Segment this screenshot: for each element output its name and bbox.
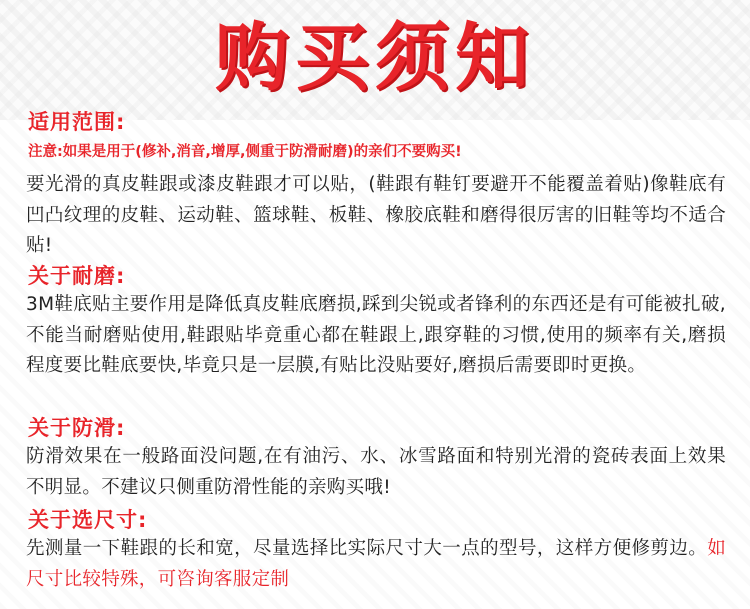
page-title: 购买须知 <box>215 15 535 101</box>
wear-body: 3M鞋底贴主要作用是降低真皮鞋底磨损,踩到尖锐或者锋利的东西还是有可能被扎破,不能当耐磨贴使用,鞋跟贴毕竟重心都在鞋跟上,跟穿鞋的习惯,使用的频率有关,磨损程度要比鞋底要快,毕竟只是一层膜,有贴比没贴要好,磨损后需要即时更换。 <box>26 294 726 376</box>
size-custom-highlight: 如尺寸比较特殊，可咨询客服定制 <box>26 538 726 590</box>
size-body <box>26 534 726 595</box>
antislip-heading: 关于防滑: <box>28 416 126 440</box>
scope-heading: 适用范围: <box>28 110 126 134</box>
size-heading: 关于选尺寸: <box>28 508 148 532</box>
size-body-text: 先测量一下鞋跟的长和宽，尽量选择比实际尺寸大一点的型号，这样方便修剪边。 <box>26 538 708 559</box>
wear-heading: 关于耐磨: <box>28 264 126 288</box>
antislip-body: 防滑效果在一般路面没问题,在有油污、水、冰雪路面和特别光滑的瓷砖表面上效果不明显。不建议只侧重防滑性能的亲购买哦! <box>26 446 726 498</box>
header-banner <box>0 0 750 120</box>
scope-notice: 注意:如果是用于(修补,消音,增厚,侧重于防滑耐磨)的亲们不要购买! <box>28 144 462 160</box>
scope-body: 要光滑的真皮鞋跟或漆皮鞋跟才可以贴，(鞋跟有鞋钉要避开不能覆盖着贴)像鞋底有凹凸纹理的皮鞋、运动鞋、篮球鞋、板鞋、橡胶底鞋和磨得很厉害的旧鞋等均不适合贴! <box>26 174 726 256</box>
